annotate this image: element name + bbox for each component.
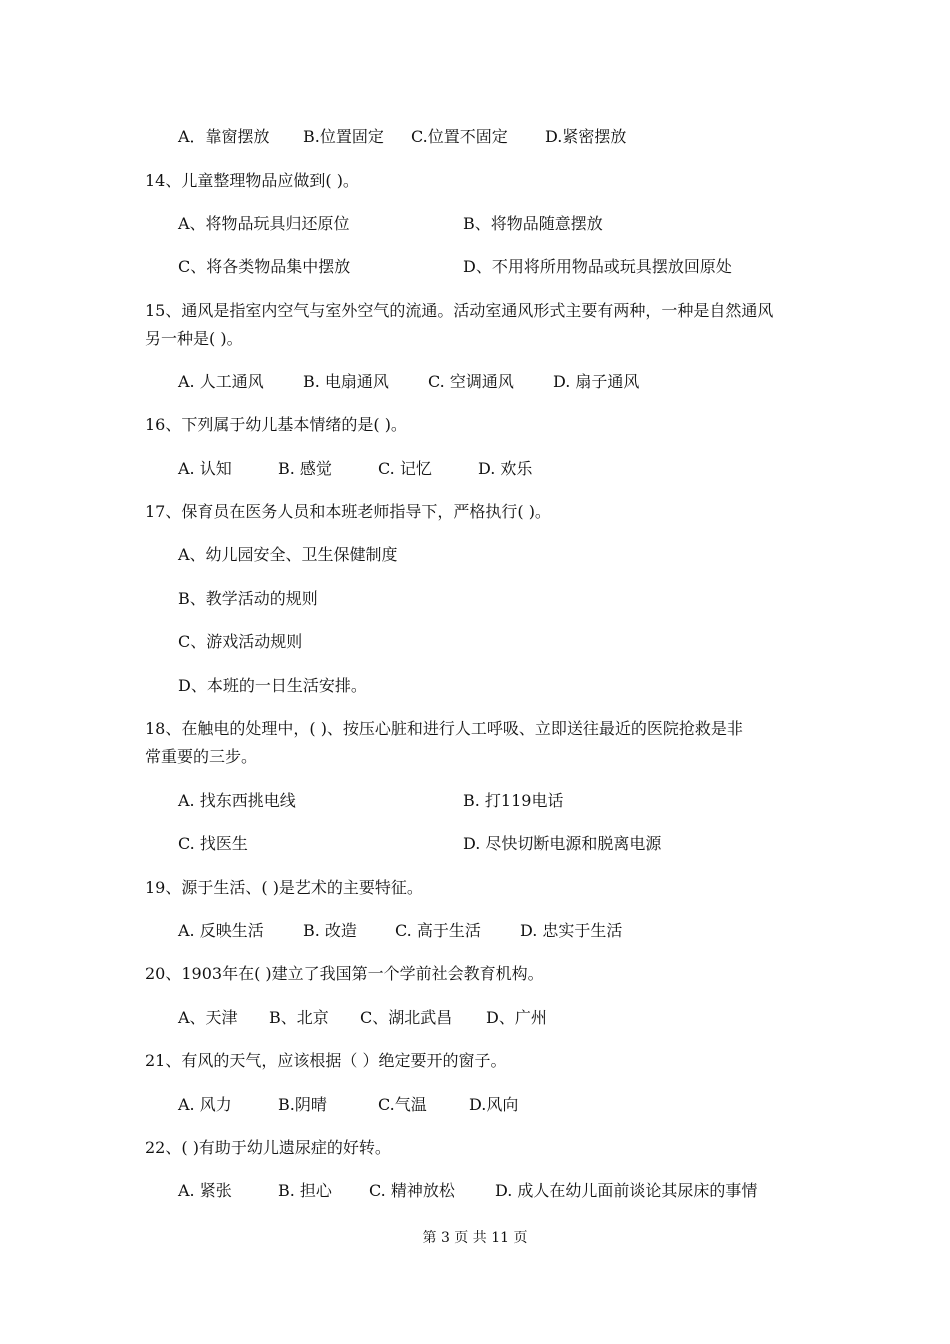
q18-option-c: C. 找医生	[178, 834, 248, 853]
q13-option-b: B.位置固定	[303, 127, 384, 146]
q19-option-d: D. 忠实于生活	[520, 921, 623, 940]
q15-option-d: D. 扇子通风	[553, 372, 640, 391]
q19-stem: 19、源于生活、( )是艺术的主要特征。	[145, 878, 423, 897]
q18-stem-line1: 18、在触电的处理中，( )、按压心脏和进行人工呼吸、立即送往最近的医院抢救是非	[145, 719, 743, 738]
q18-option-d: D. 尽快切断电源和脱离电源	[463, 834, 662, 853]
q17-stem: 17、保育员在医务人员和本班老师指导下，严格执行( )。	[145, 502, 551, 521]
q20-stem: 20、1903年在( )建立了我国第一个学前社会教育机构。	[145, 964, 544, 983]
q22-stem: 22、( )有助于幼儿遗尿症的好转。	[145, 1138, 391, 1157]
q15-option-b: B. 电扇通风	[303, 372, 389, 391]
q15-stem-line1: 15、通风是指室内空气与室外空气的流通。活动室通风形式主要有两种，一种是自然通风	[145, 301, 774, 320]
q18-option-b: B. 打119电话	[463, 791, 564, 810]
q16-option-b: B. 感觉	[278, 459, 332, 478]
q19-option-c: C. 高于生活	[395, 921, 481, 940]
q15-option-c: C. 空调通风	[428, 372, 514, 391]
q17-option-d: D、本班的一日生活安排。	[178, 676, 367, 695]
q21-option-c: C.气温	[378, 1095, 427, 1114]
q13-option-a: A．靠窗摆放	[178, 127, 270, 146]
q14-option-d: D、不用将所用物品或玩具摆放回原处	[463, 257, 732, 276]
q16-option-c: C. 记忆	[378, 459, 432, 478]
q20-option-c: C、湖北武昌	[360, 1008, 453, 1027]
q19-option-a: A. 反映生活	[178, 921, 264, 940]
q21-option-a: A. 风力	[178, 1095, 232, 1114]
q22-option-b: B. 担心	[278, 1181, 332, 1200]
q15-stem-line2: 另一种是( )。	[145, 329, 243, 348]
q16-option-a: A. 认知	[178, 459, 232, 478]
q15-option-a: A. 人工通风	[178, 372, 264, 391]
q16-option-d: D. 欢乐	[478, 459, 533, 478]
page-number-footer: 第 3 页 共 11 页	[422, 1230, 528, 1246]
q22-option-d: D. 成人在幼儿面前谈论其尿床的事情	[495, 1181, 758, 1200]
q18-stem-line2: 常重要的三步。	[145, 747, 258, 766]
q14-option-a: A、将物品玩具归还原位	[178, 214, 350, 233]
q21-stem: 21、有风的天气，应该根据（ ）绝定要开的窗子。	[145, 1051, 507, 1070]
q13-option-c: C.位置不固定	[411, 127, 508, 146]
q20-option-d: D、广州	[486, 1008, 547, 1027]
q17-option-b: B、教学活动的规则	[178, 589, 318, 608]
q18-option-a: A. 找东西挑电线	[178, 791, 296, 810]
q22-option-a: A. 紧张	[178, 1181, 232, 1200]
q17-option-a: A、幼儿园安全、卫生保健制度	[178, 545, 398, 564]
q22-option-c: C. 精神放松	[369, 1181, 455, 1200]
q17-option-c: C、游戏活动规则	[178, 632, 303, 651]
q20-option-a: A、天津	[178, 1008, 238, 1027]
q14-stem: 14、儿童整理物品应做到( )。	[145, 171, 359, 190]
q14-option-c: C、将各类物品集中摆放	[178, 257, 351, 276]
q21-option-d: D.风向	[469, 1095, 519, 1114]
q13-option-d: D.紧密摆放	[545, 127, 627, 146]
q14-option-b: B、将物品随意摆放	[463, 214, 603, 233]
q16-stem: 16、下列属于幼儿基本情绪的是( )。	[145, 415, 407, 434]
q19-option-b: B. 改造	[303, 921, 357, 940]
q20-option-b: B、北京	[269, 1008, 329, 1027]
q21-option-b: B.阴晴	[278, 1095, 327, 1114]
